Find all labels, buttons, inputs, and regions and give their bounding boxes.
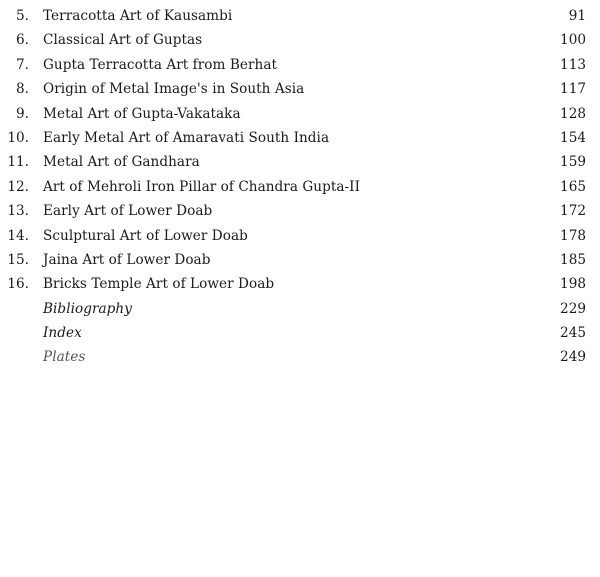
toc-entry-index [0,321,600,345]
chapter-title: Early Metal Art of Amaravati South India [43,129,330,146]
page-number: 245 [560,325,586,342]
toc-entry-12 [0,175,600,199]
chapter-title: Terracotta Art of Kausambi [43,8,233,24]
toc-entry-plates [0,345,600,369]
chapter-title: Gupta Terracotta Art from Berhat [43,56,277,73]
page-number: 113 [560,56,586,73]
toc-entry-15 [0,248,600,272]
toc-entry-bibliography [0,297,600,321]
table-of-contents [0,4,600,370]
back-matter-title: Bibliography [43,300,132,317]
page-number: 178 [560,227,586,244]
chapter-number: 12. [7,178,29,195]
toc-entry-6 [0,28,600,52]
chapter-number: 9. [16,105,29,122]
chapter-number: 10. [7,129,29,146]
chapter-number: 7. [16,56,29,73]
chapter-title: Metal Art of Gupta-Vakataka [43,105,241,122]
chapter-title: Art of Mehroli Iron Pillar of Chandra Gupta-II [43,178,360,195]
page-number: 117 [560,81,586,98]
toc-entry-8 [0,77,600,101]
toc-entry-5 [0,4,600,28]
chapter-number: 13. [7,203,29,220]
page-number: 159 [560,154,586,171]
toc-entry-16 [0,272,600,296]
toc-entry-7 [0,53,600,77]
chapter-number: 5. [16,8,29,24]
chapter-number: 14. [7,227,29,244]
chapter-title: Metal Art of Gandhara [43,154,200,171]
page-number: 100 [560,32,586,49]
chapter-number: 15. [7,251,29,268]
chapter-title: Bricks Temple Art of Lower Doab [43,276,275,293]
toc-entry-9 [0,102,600,126]
chapter-title: Jaina Art of Lower Doab [43,251,211,268]
toc-entry-11 [0,150,600,174]
toc-entry-10 [0,126,600,150]
chapter-title: Early Art of Lower Doab [43,203,213,220]
back-matter-title: Index [43,325,82,342]
chapter-number: 6. [16,32,29,49]
page-number: 185 [560,251,586,268]
page-number: 154 [560,129,586,146]
page-number: 229 [560,300,586,317]
page-number: 91 [568,8,586,24]
chapter-title: Classical Art of Guptas [43,32,203,49]
page-number: 249 [560,349,586,366]
chapter-number: 11. [7,154,29,171]
back-matter-title: Plates [43,349,86,366]
chapter-title: Sculptural Art of Lower Doab [43,227,248,244]
toc-entry-13 [0,199,600,223]
page-number: 172 [560,203,586,220]
chapter-number: 8. [16,81,29,98]
page-number: 165 [560,178,586,195]
chapter-title: Origin of Metal Image's in South Asia [43,81,305,98]
toc-entry-14 [0,224,600,248]
page-number: 128 [560,105,586,122]
page-number: 198 [560,276,586,293]
chapter-number: 16. [7,276,29,293]
